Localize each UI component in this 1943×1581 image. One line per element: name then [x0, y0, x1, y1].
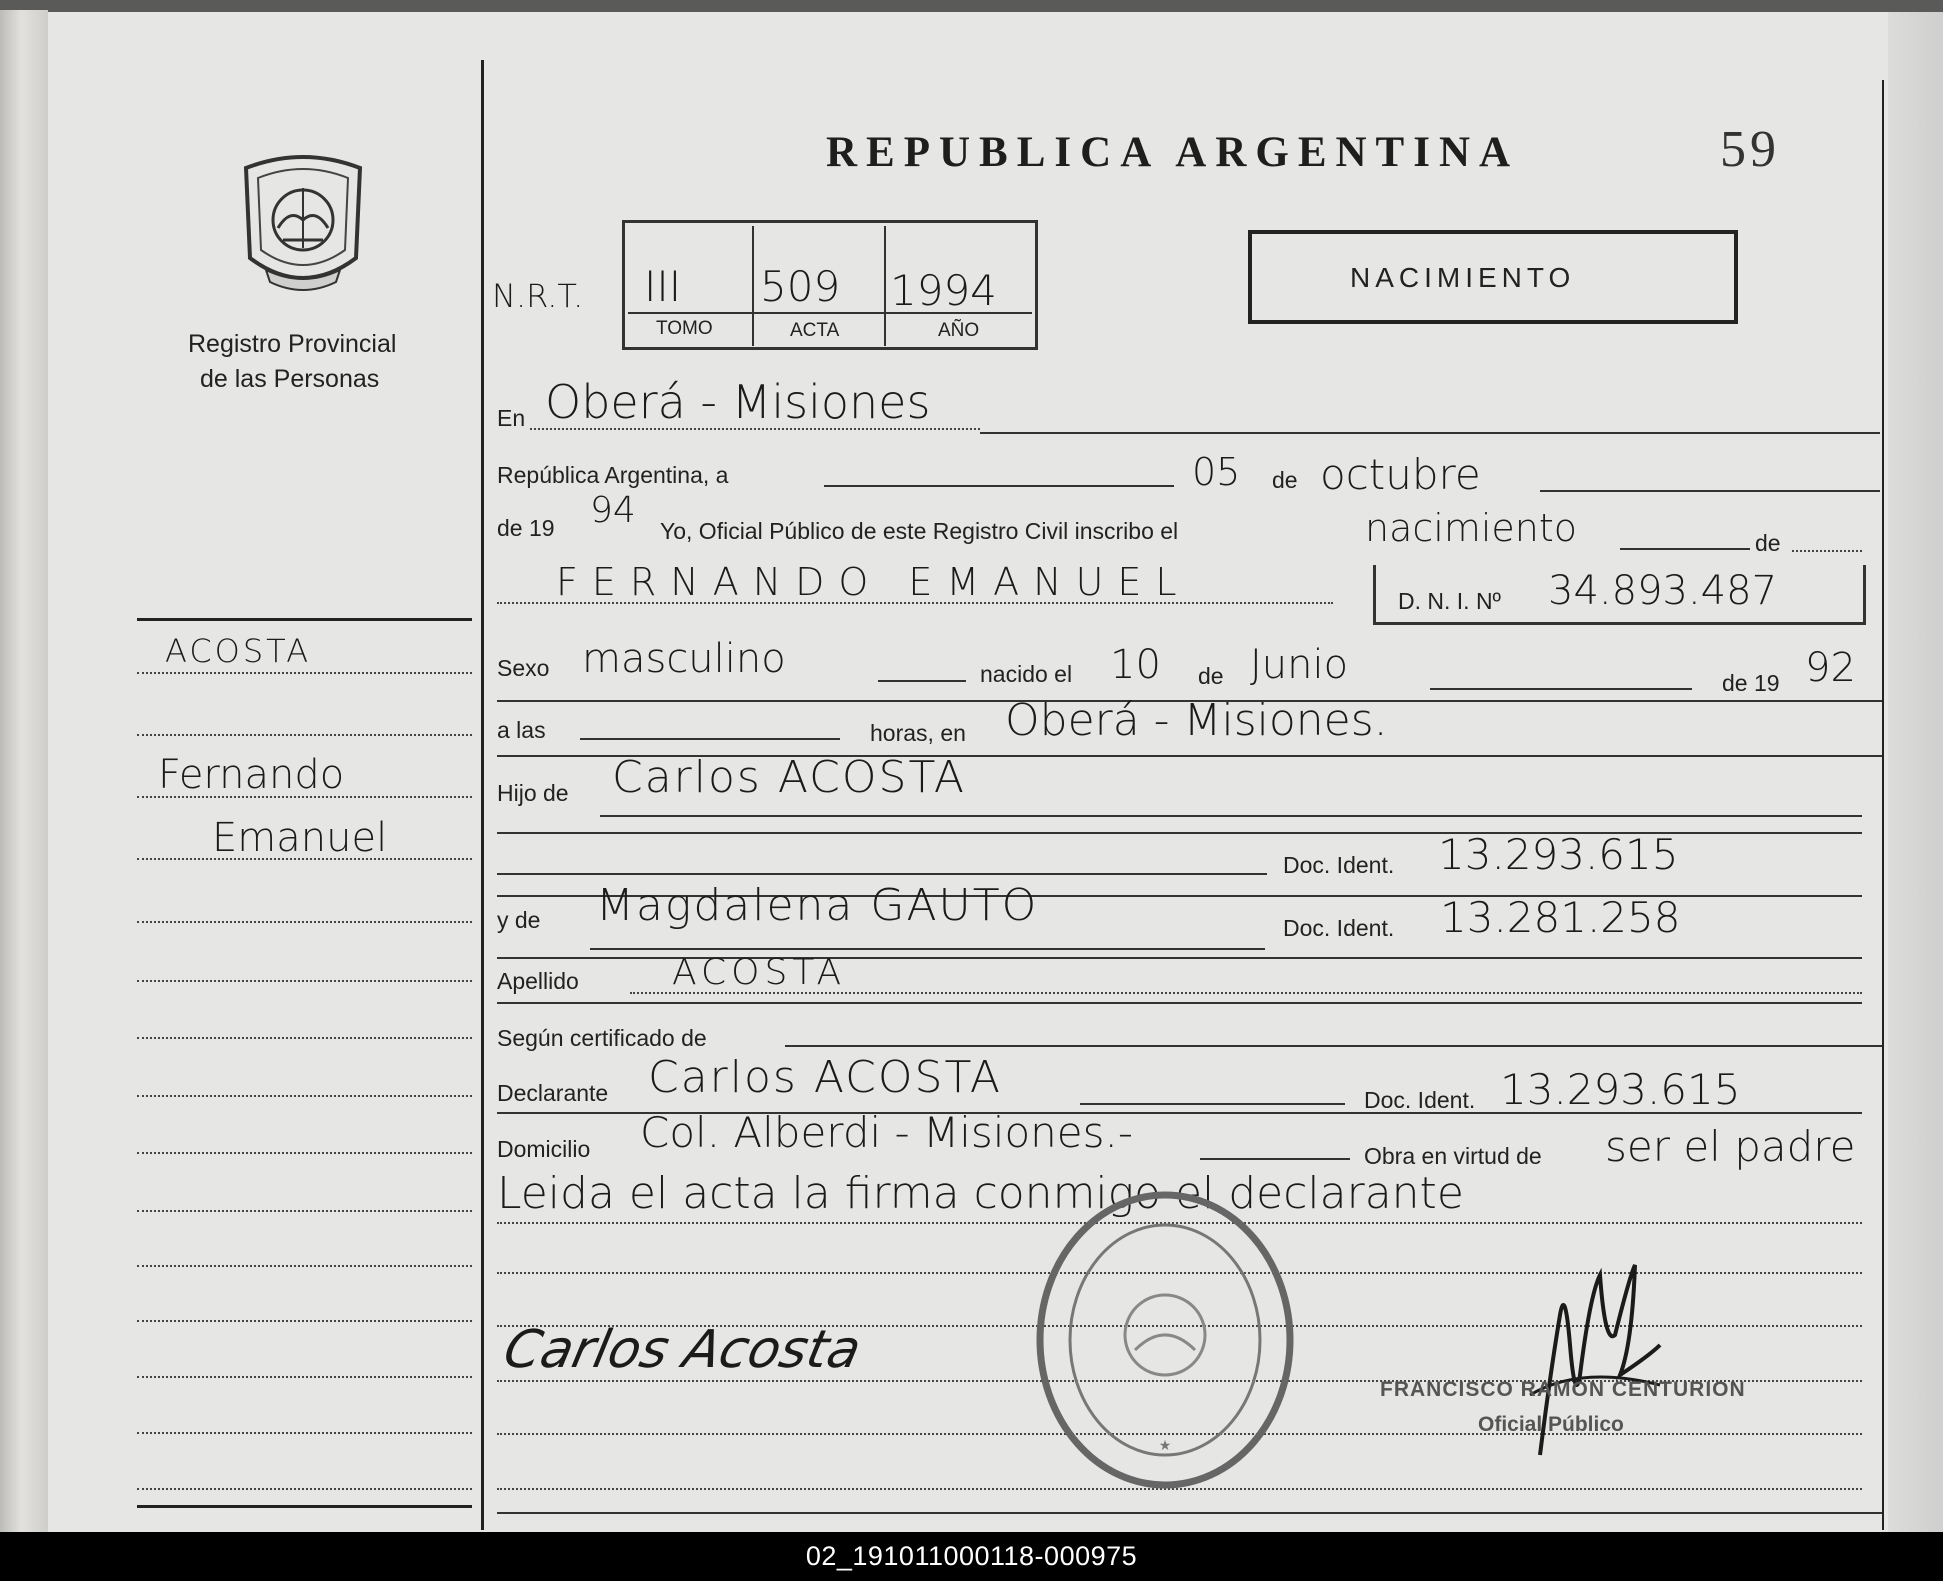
birth-year: 92 [1805, 645, 1856, 691]
en-line [530, 428, 980, 430]
birth-day: 10 [1110, 642, 1161, 688]
hijo-line [600, 815, 1862, 817]
document-title: REPUBLICA ARGENTINA [826, 129, 1520, 176]
domicilio-value: Col. Alberdi - Misiones.- [640, 1108, 1134, 1157]
person-name: FERNANDO EMANUEL [556, 560, 1191, 604]
mother-doc-label: Doc. Ident. [1283, 915, 1395, 941]
tomo-value: III [644, 262, 682, 311]
right-border [1882, 80, 1884, 1530]
birth-de19-label: de 19 [1722, 670, 1780, 696]
margin-rule [137, 980, 472, 982]
domicilio-label: Domicilio [497, 1136, 591, 1162]
margin-top-rule [137, 618, 472, 621]
domicilio-line [1200, 1158, 1350, 1160]
de-label: de [1272, 467, 1298, 493]
father-doc-label: Doc. Ident. [1283, 852, 1395, 878]
republica-label: República Argentina, a [497, 462, 729, 488]
en-label: En [497, 405, 526, 431]
year-value: 94 [590, 490, 636, 531]
margin-rule [137, 1095, 472, 1097]
declarante-doc: 13.293.615 [1500, 1065, 1741, 1114]
segun-line [785, 1045, 1882, 1047]
birth-place: Oberá - Misiones. [1005, 695, 1388, 746]
de-end-line [1792, 550, 1862, 552]
margin-rule [137, 1265, 472, 1267]
apellido-line [630, 992, 1862, 994]
sexo-line [878, 680, 966, 682]
bottom-rule [497, 1512, 1882, 1514]
leida-text: Leida el acta la firma conmigo el declarante [497, 1168, 1464, 1219]
record-type-label: NACIMIENTO [1350, 262, 1576, 293]
mother-name: Magdalena GAUTO [596, 880, 1039, 931]
nacido-label: nacido el [980, 661, 1073, 687]
column-divider [481, 60, 484, 1530]
yde-label: y de [497, 907, 541, 933]
grid-divider [752, 226, 754, 346]
apellido-value: ACOSTA [672, 952, 847, 993]
margin-rule [137, 734, 472, 736]
margin-rule [137, 1488, 472, 1490]
segun-label: Según certificado de [497, 1025, 707, 1051]
father-doc: 13.293.615 [1438, 830, 1679, 879]
sexo-label: Sexo [497, 655, 550, 681]
father-name: Carlos ACOSTA [612, 752, 967, 803]
birth-month-line [1430, 688, 1692, 690]
declarante-doc-label: Doc. Ident. [1364, 1087, 1476, 1113]
margin-bottom-rule [137, 1505, 472, 1508]
ano-label: AÑO [938, 320, 980, 341]
margin-rule [137, 1152, 472, 1154]
dni-value: 34.893.487 [1548, 568, 1778, 614]
margin-rule [137, 1037, 472, 1039]
acta-value: 509 [760, 262, 841, 311]
margin-rule [137, 796, 472, 798]
margin-rule [137, 1376, 472, 1378]
page-edge [1888, 12, 1943, 1532]
image-caption: 02_191011000118-000975 [0, 1532, 1943, 1581]
margin-rule [137, 1320, 472, 1322]
official-name: FRANCISCO RAMON CENTURION [1380, 1378, 1746, 1401]
de-end-label: de [1755, 530, 1781, 556]
registry-name-line1: Registro Provincial [188, 330, 397, 358]
margin-rule [137, 1210, 472, 1212]
margin-given-1: Fernando [158, 752, 345, 798]
father-line [497, 873, 1267, 875]
margin-rule [137, 858, 472, 860]
en-value: Oberá - Misiones [545, 375, 931, 429]
acta-label: ACTA [790, 320, 840, 341]
month-line [1540, 490, 1880, 492]
horas-label: horas, en [870, 720, 966, 746]
mother-line [590, 948, 1265, 950]
margin-surname: ACOSTA [165, 632, 312, 670]
birth-month: Junio [1250, 642, 1349, 688]
day-line-blank [824, 485, 1174, 487]
tomo-label: TOMO [656, 318, 713, 339]
province-seal-icon [228, 148, 378, 303]
apellido-label: Apellido [497, 968, 579, 994]
margin-rule [137, 1432, 472, 1434]
ano-value: 1994 [890, 266, 997, 315]
obra-label: Obra en virtud de [1364, 1143, 1542, 1169]
inscribo-value: nacimiento [1365, 506, 1578, 550]
page-number: 59 [1720, 121, 1780, 178]
name-line [497, 602, 1333, 604]
apellido-row-rule [497, 1002, 1862, 1004]
inscribo-line [1620, 548, 1750, 550]
alas-label: a las [497, 717, 546, 743]
hijo-label: Hijo de [497, 780, 569, 806]
official-title: Oficial Público [1478, 1413, 1624, 1436]
declarante-signature: Carlos Acosta [498, 1320, 867, 1380]
book-spine [0, 10, 48, 1532]
margin-given-2: Emanuel [212, 815, 388, 861]
declarante-line [1080, 1103, 1345, 1105]
declarante-value: Carlos ACOSTA [648, 1052, 1003, 1103]
official-stamp-icon [1030, 1185, 1300, 1495]
registry-name-line2: de las Personas [200, 365, 380, 393]
alas-line [580, 738, 840, 740]
month-value: octubre [1320, 450, 1481, 499]
sexo-value: masculino [582, 636, 786, 682]
grid-divider [884, 226, 886, 346]
margin-rule [137, 672, 472, 674]
de19-label: de 19 [497, 515, 555, 541]
day-value: 05 [1192, 450, 1241, 494]
dni-label: D. N. I. Nº [1398, 588, 1501, 614]
birth-de-label: de [1198, 663, 1224, 689]
svg-text:★: ★ [1158, 1438, 1172, 1454]
margin-rule [137, 921, 472, 923]
declarante-label: Declarante [497, 1080, 609, 1106]
mother-doc: 13.281.258 [1440, 893, 1681, 942]
official-signature-icon [1520, 1255, 1670, 1475]
obra-value: ser el padre [1605, 1122, 1856, 1171]
en-line [980, 432, 1880, 434]
nrt-prefix: N.R.T. [492, 277, 584, 315]
yo-label: Yo, Oficial Público de este Registro Civil inscribo el [660, 518, 1179, 544]
